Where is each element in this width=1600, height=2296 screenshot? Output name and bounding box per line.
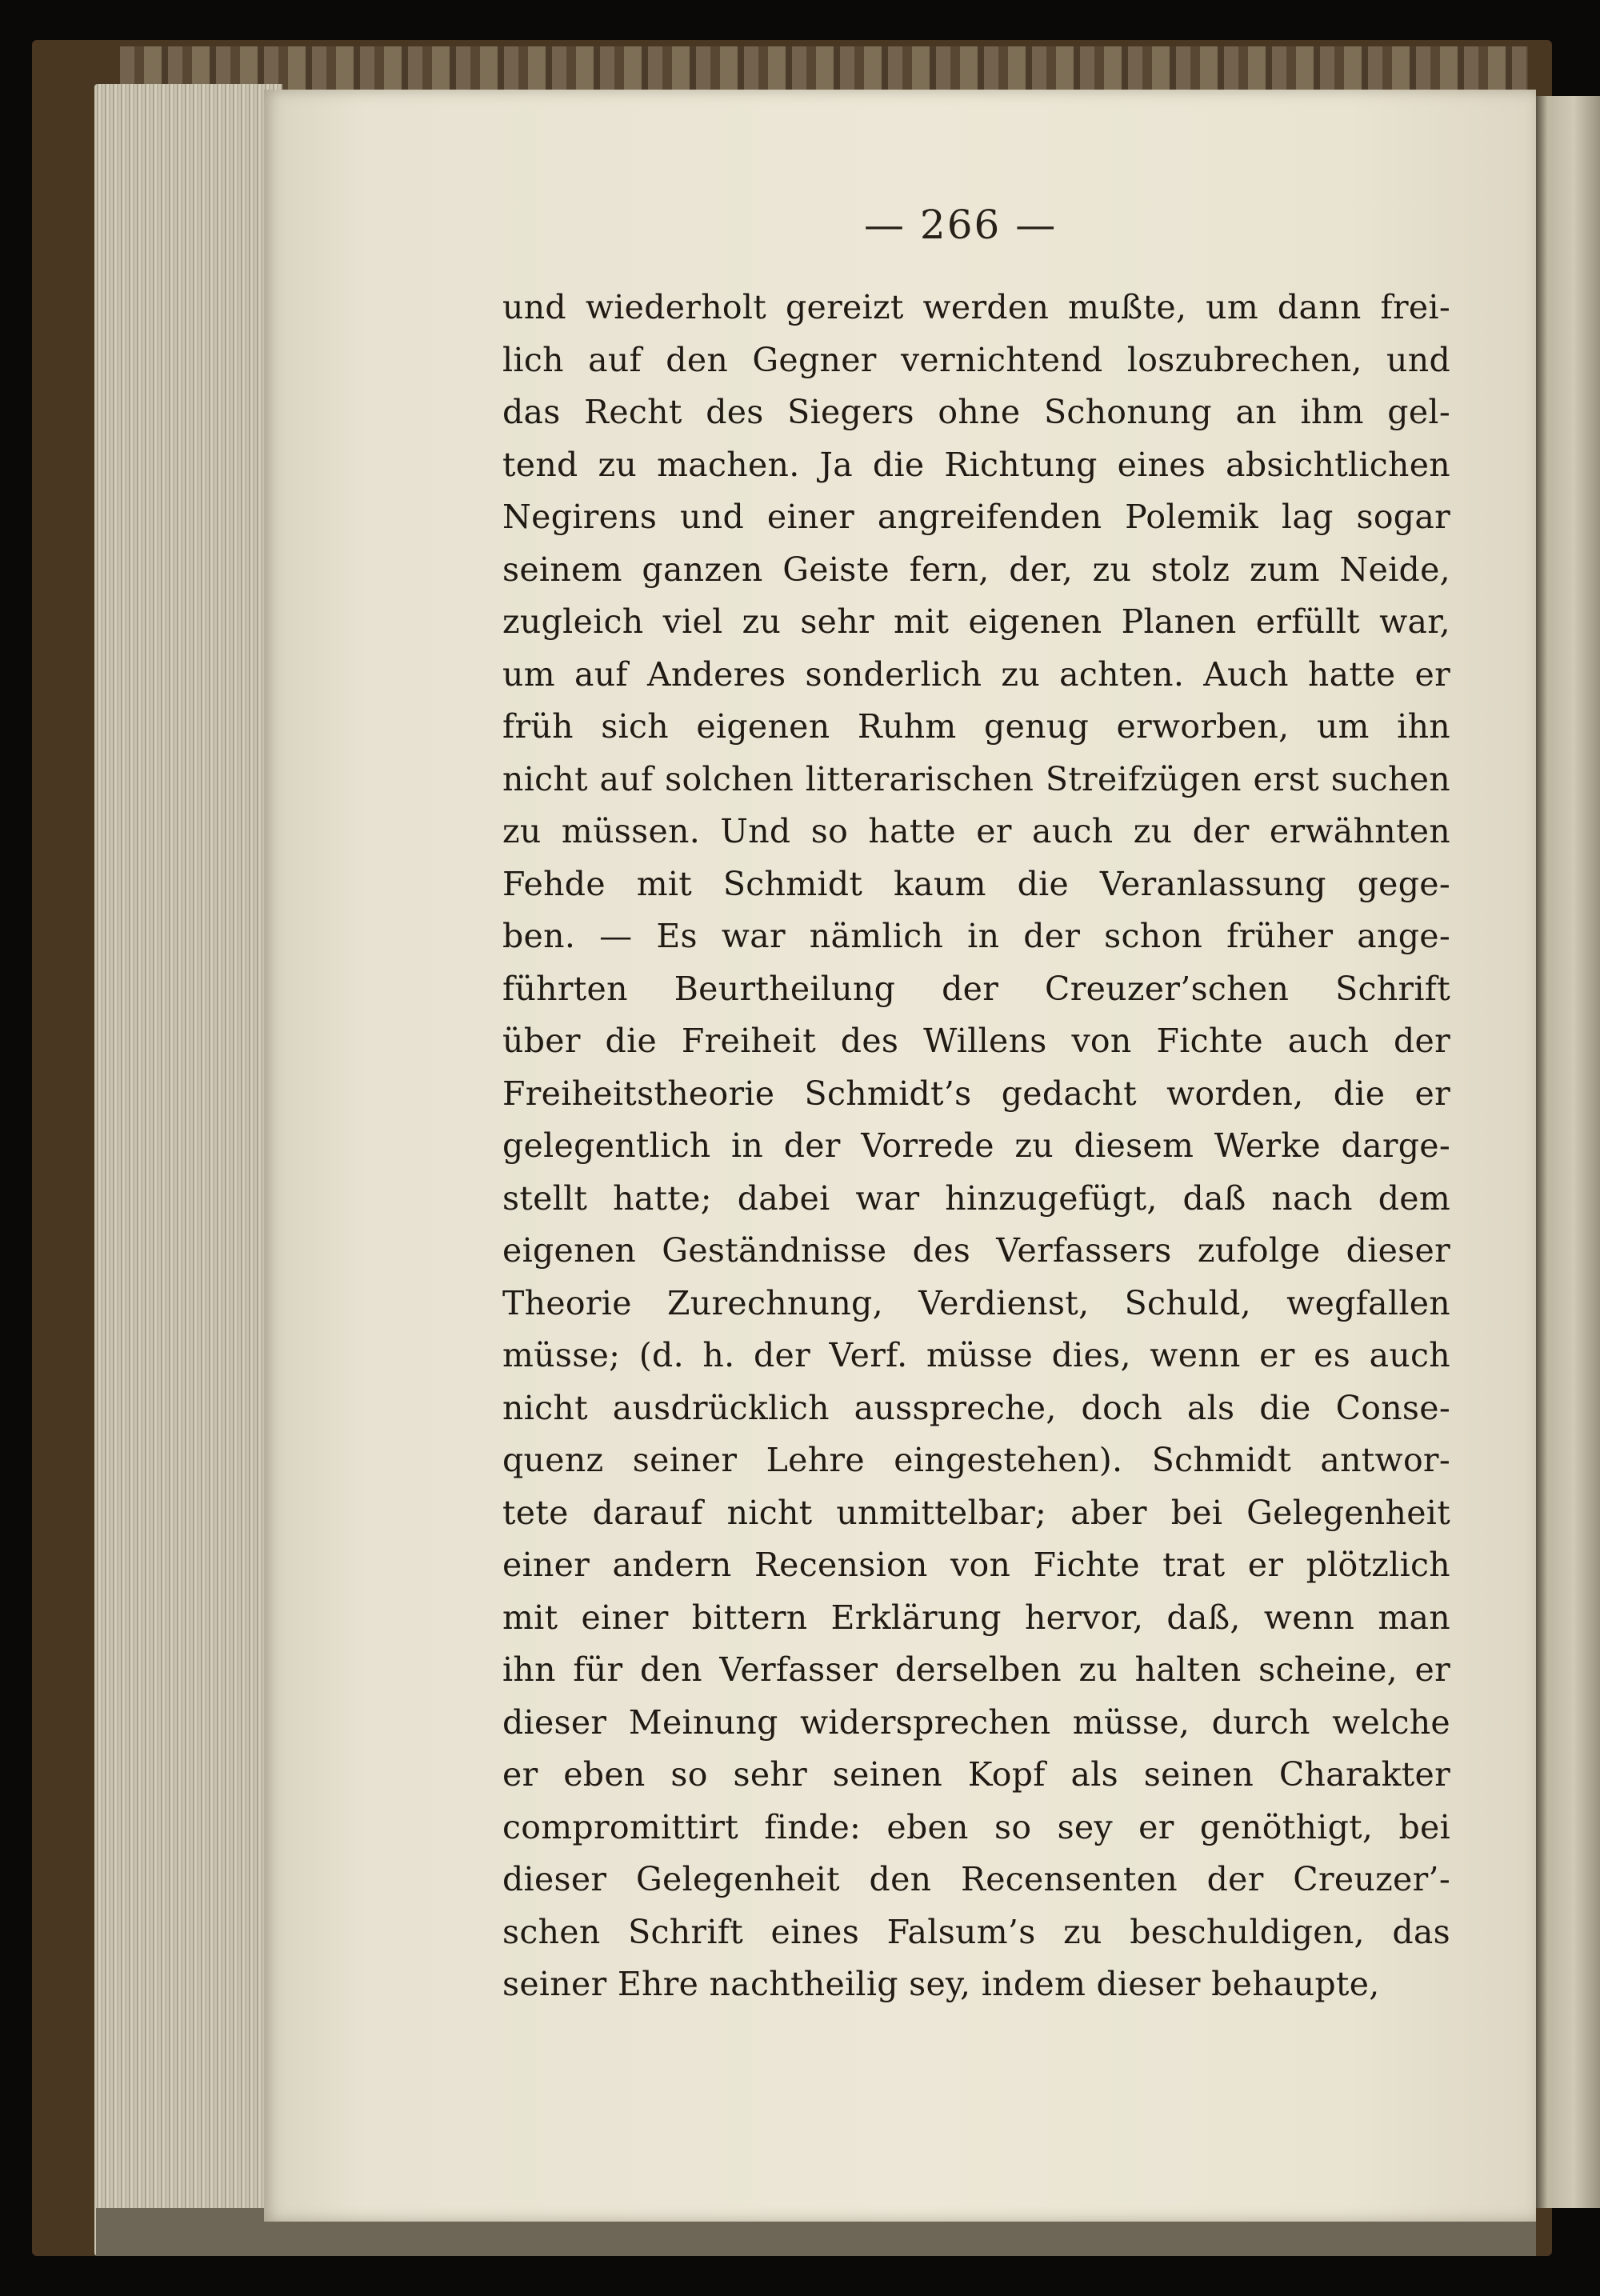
text-line: Fehde mit Schmidt kaum die Veranlassung gege- [502,864,1450,903]
text-line: compromittirt finde: eben so sey er genöthigt, bei [502,1807,1450,1846]
text-line: um auf Anderes sonderlich zu achten. Auch hatte er [502,654,1450,694]
text-line: einer andern Recension von Fichte trat er plötzlich [502,1546,1450,1584]
page-edges [94,84,282,2256]
text-line: quenz seiner Lehre eingestehen). Schmidt antwor- [502,1441,1450,1479]
text-line: zugleich viel zu sehr mit eigenen Planen erfüllt war, [502,602,1450,641]
text-line: und wiederholt gereizt werden mußte, um dann frei- [502,288,1450,326]
text-line: tend zu machen. Ja die Richtung eines absichtlichen [502,445,1450,484]
text-line: stellt hatte; dabei war hinzugefügt, daß nach dem [502,1178,1450,1218]
facing-page-edge [1534,96,1600,2208]
text-line: führten Beurtheilung der Creuzer’schen Schrift [502,969,1450,1008]
text-line: schen Schrift eines Falsum’s zu beschuldigen, das [502,1912,1450,1951]
text-line: nicht ausdrücklich ausspreche, doch als die Conse- [502,1388,1450,1427]
text-line: früh sich eigenen Ruhm genug erworben, um ihn [502,707,1450,746]
text-line: lich auf den Gegner vernichtend loszubrechen, und [502,340,1450,379]
cover-edge-strip [120,46,1528,94]
text-line: mit einer bittern Erklärung hervor, daß, wenn man [502,1598,1450,1637]
text-line: zu müssen. Und so hatte er auch zu der erwähnten [502,812,1450,850]
page-text [502,282,1450,2011]
text-line: ihn für den Verfasser derselben zu halten scheine, er [502,1650,1450,1689]
text-line: Negirens und einer angreifenden Polemik lag sogar [502,498,1450,536]
text-line: dieser Meinung widersprechen müsse, durch welche [502,1702,1450,1742]
text-line: Freiheitstheorie Schmidt’s gedacht worden, die er [502,1074,1450,1113]
text-line: tete darauf nicht unmittelbar; aber bei Gelegenheit [502,1493,1450,1532]
text-line: müsse; (d. h. der Verf. müsse dies, wenn er es auch [502,1336,1450,1374]
text-line: eigenen Geständnisse des Verfassers zufolge dieser [502,1231,1450,1270]
text-line: ben. — Es war nämlich in der schon früher ange- [502,917,1450,955]
text-line: Theorie Zurechnung, Verdienst, Schuld, wegfallen [502,1283,1450,1322]
text-line: nicht auf solchen litterarischen Streifzügen erst suchen [502,759,1450,798]
text-line: seinem ganzen Geiste fern, der, zu stolz zum Neide, [502,550,1450,589]
text-line: er eben so sehr seinen Kopf als seinen Charakter [502,1755,1450,1794]
text-line: gelegentlich in der Vorrede zu diesem Werke darge- [502,1126,1450,1165]
page-number: — 266 — [864,202,1058,248]
text-line: seiner Ehre nachtheilig sey, indem dieser behaupte, [502,1965,1380,2003]
text-line: das Recht des Siegers ohne Schonung an ihm gel- [502,393,1450,431]
text-line: dieser Gelegenheit den Recensenten der Creuzer’- [502,1860,1450,1898]
text-line: über die Freiheit des Willens von Fichte auch der [502,1022,1450,1060]
